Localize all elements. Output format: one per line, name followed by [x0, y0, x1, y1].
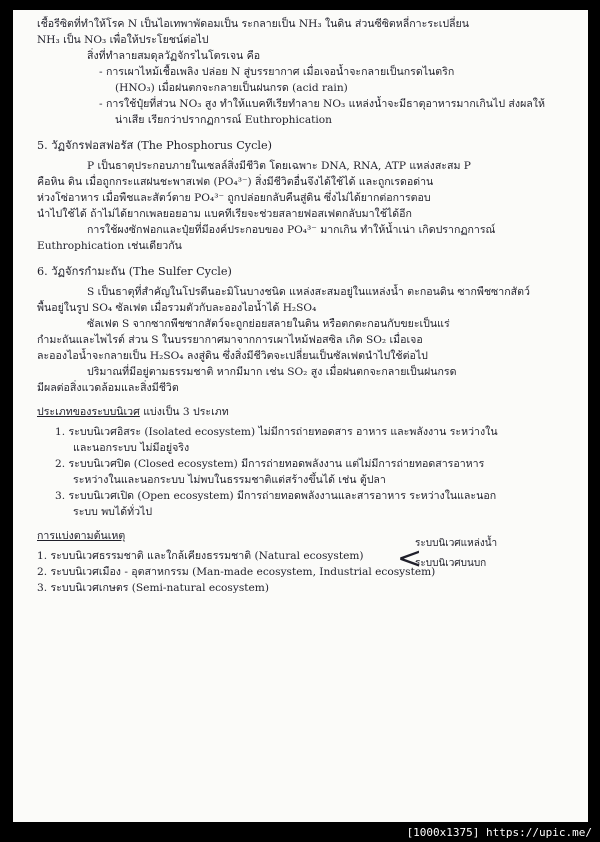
- phosphorus-heading: 5. วัฏจักรฟอสฟอรัส (The Phosphorus Cycle): [37, 139, 272, 152]
- phosphorus-line: นำไปใช้ได้ ถ้าไม่ได้ยากเพลยอยอาม แบคทีเรียจะช่วยสลายฟอสเฟตกลับมาใช้ได้อีก: [37, 208, 412, 220]
- intro-line: NH₃ เป็น NO₃ เพื่อให้ประโยชน์ต่อไป: [37, 34, 209, 46]
- sulfur-heading: 6. วัฏจักรกำมะถัน (The Sulfer Cycle): [37, 265, 232, 278]
- ecosystem-types-note: แบ่งเป็น 3 ประเภท: [143, 406, 229, 418]
- ecosystem-type-item: ระบบ พบได้ทั่วไป: [73, 506, 153, 518]
- origin-item: 3. ระบบนิเวศเกษตร (Semi-natural ecosystem): [37, 582, 269, 594]
- ecosystem-type-item: 3. ระบบนิเวศเปิด (Open ecosystem) มีการถ่ายทอดพลังงานและสารอาหาร ระหว่างในและนอก: [55, 490, 497, 502]
- intro-line: (HNO₃) เมื่อฝนตกจะกลายเป็นฝนกรด (acid rain): [115, 82, 348, 94]
- sulfur-line: พื้นอยู่ในรูป SO₄ ซัลเฟต เมื่อรวมตัวกับละอองไอน้ำได้ H₂SO₄: [37, 302, 317, 314]
- phosphorus-line: Euthrophication เช่นเดียวกัน: [37, 240, 182, 252]
- phosphorus-line: ห่วงโซ่อาหาร เมื่อพืชและสัตว์ตาย PO₄³⁻ ถูกปล่อยกลับคืนสู่ดิน ซึ่งไม่ได้ยากต่อการตอบ: [37, 192, 431, 204]
- sulfur-line: ซัลเฟต S จากซากพืชซากสัตว์จะถูกย่อยสลายในดิน หรือตกตะกอนกับขยะเป็นแร่: [87, 318, 450, 330]
- intro-line: - การเผาไหม้เชื้อเพลิง ปล่อย N สู่บรรยากาศ เมื่อเจอน้ำจะกลายเป็นกรดไนตริก: [99, 66, 455, 78]
- ecosystem-types-heading: ประเภทของระบบนิเวศ: [37, 406, 140, 418]
- phosphorus-section: [37, 158, 564, 254]
- ecosystem-type-item: 1. ระบบนิเวศอิสระ (Isolated ecosystem) ไม่มีการถ่ายทอดสาร อาหาร และพลังงาน ระหว่างใน: [55, 426, 498, 438]
- origin-item: 1. ระบบนิเวศธรรมชาติ และใกล้เคียงธรรมชาติ (Natural ecosystem): [37, 550, 364, 562]
- ecosystem-type-item: และนอกระบบ ไม่มีอยู่จริง: [73, 442, 190, 454]
- sulfur-line: ปริมาณที่มีอยู่ตามธรรมชาติ หากมีมาก เช่น SO₂ สูง เมื่อฝนตกจะกลายเป็นฝนกรด: [87, 366, 457, 378]
- phosphorus-line: การใช้ผงซักฟอกและปุ๋ยที่มีองค์ประกอบของ PO₄³⁻ มากเกิน ทำให้น้ำเน่า เกิดปรากฏการณ์: [87, 224, 496, 236]
- phosphorus-line: คือหิน ดิน เมื่อถูกกระแสฝนชะพาสเฟต (PO₄³⁻) สิ่งมีชีวิตอื่นจึงได้ใช้ได้ และถูกเรดอด่าน: [37, 176, 434, 188]
- sulfur-line: S เป็นธาตุที่สำคัญในโปรตีนอะมิโนบางชนิด แหล่งสะสมอยู่ในแหล่งน้ำ ตะกอนดิน ซากพืชซากสัตว์: [87, 286, 530, 298]
- intro-line: น่าเสีย เรียกว่าปรากฏการณ์ Euthrophication: [115, 114, 332, 126]
- phosphorus-line: P เป็นธาตุประกอบภายในเซลล์สิ่งมีชีวิต โดยเฉพาะ DNA, RNA, ATP แหล่งสะสม P: [87, 160, 471, 172]
- document-page: [13, 10, 588, 822]
- brace-icon: <: [397, 541, 423, 576]
- intro-section: [37, 16, 564, 128]
- origin-heading: การแบ่งตามต้นเหตุ: [37, 530, 126, 542]
- sulfur-line: กำมะถันและไพไรต์ ส่วน S ในบรรยากาศมาจากการเผาไหม้ฟอสซิล เกิด SO₂ เมื่อเจอ: [37, 334, 423, 346]
- intro-line: - การใช้ปุ๋ยที่ส่วน NO₃ สูง ทำให้แบคทีเรียทำลาย NO₃ แหล่งน้ำจะมีธาตุอาหารมากเกินไป ส่งผลให้: [99, 98, 545, 110]
- ecosystem-types-heading-row: [37, 404, 564, 420]
- brace-bottom-label: ระบบนิเวศบนบก: [415, 558, 487, 569]
- sulfur-line: ละอองไอน้ำจะกลายเป็น H₂SO₄ ลงสู่ดิน ซึ่งสิ่งมีชีวิตจะเปลี่ยนเป็นซัลเฟตนำไปใช้ต่อไป: [37, 350, 428, 362]
- origin-list: [37, 538, 564, 596]
- sulfur-section: [37, 284, 564, 396]
- ecosystem-types-list: [37, 424, 564, 520]
- image-source-footer: [1000x1375] https://upic.me/: [0, 824, 600, 842]
- origin-item: 2. ระบบนิเวศเมือง - อุตสาหกรรม (Man-made ecosystem, Industrial ecosystem): [37, 566, 436, 578]
- brace-top-label: ระบบนิเวศแหล่งน้ำ: [415, 538, 498, 549]
- sulfur-line: มีผลต่อสิ่งแวดล้อมและสิ่งมีชีวิต: [37, 382, 179, 394]
- intro-line: เชื้อรีซิตที่ทำให้โรค N เป็นไอเทพาพัดอมเป็น ระกลายเป็น NH₃ ในดิน ส่วนซีซิตหลี่กาะระเปลี่ยน: [37, 18, 469, 30]
- intro-line: สิ่งที่ทำลายสมดุลวัฏจักรไนโตรเจน คือ: [87, 50, 261, 62]
- ecosystem-type-item: ระหว่างในและนอกระบบ ไม่พบในธรรมชาติแต่สร้างขึ้นได้ เช่น ตู้ปลา: [73, 474, 386, 486]
- ecosystem-type-item: 2. ระบบนิเวศปิด (Closed ecosystem) มีการถ่ายทอดพลังงาน แต่ไม่มีการถ่ายทอดสารอาหาร: [55, 458, 485, 470]
